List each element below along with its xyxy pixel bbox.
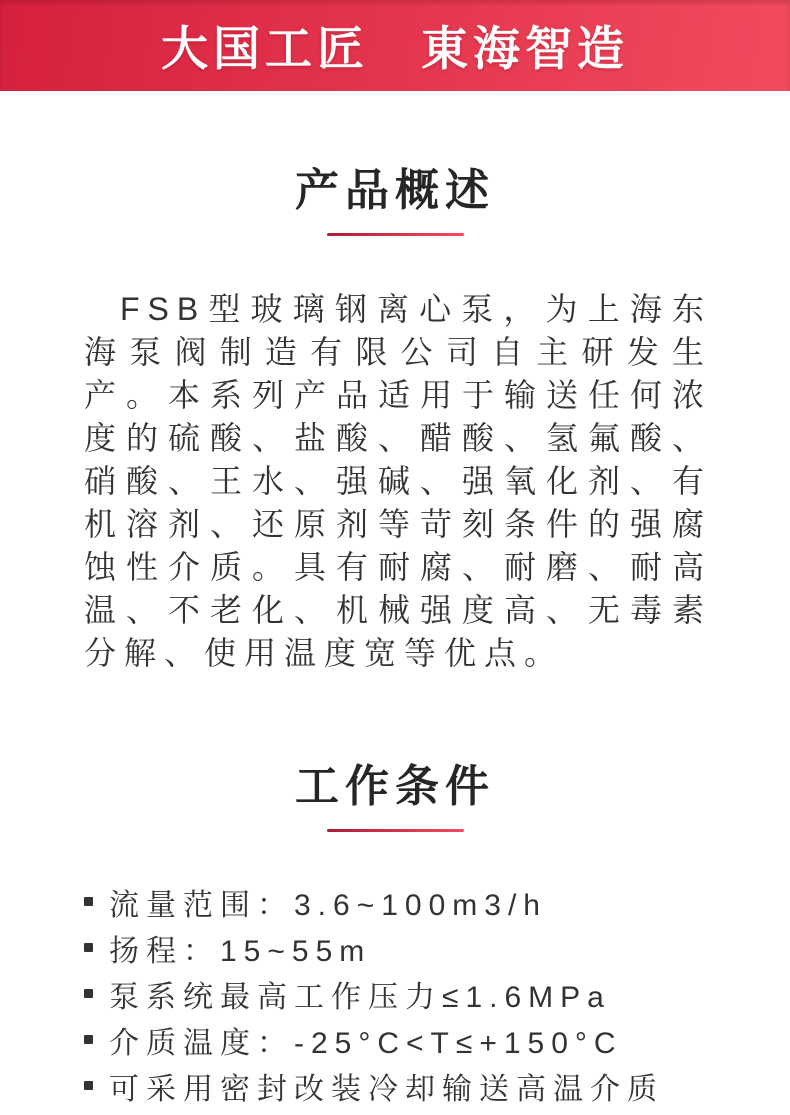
overview-paragraph: FSB型玻璃钢离心泵，为上海东海泵阀制造有限公司自主研发生产。本系列产品适用于输送任何浓度的硫酸、盐酸、醋酸、氢氟酸、硝酸、王水、强碱、强氧化剂、有机溶剂、还原剂等苛刻条件的强腐蚀性介质。具有耐腐、耐磨、耐高温、不老化、机械强度高、无毒素分解、使用温度宽等优点。: [84, 290, 712, 671]
square-bullet-icon: [84, 1035, 93, 1044]
list-item: [84, 925, 750, 971]
condition-text-max-pressure: 泵系统最高工作压力≤1.6MPa: [109, 980, 611, 1014]
overview-title: 产品概述: [295, 166, 495, 215]
conditions-title: 工作条件: [295, 761, 495, 811]
conditions-list: [84, 879, 750, 1109]
list-item: [84, 971, 750, 1017]
conditions-header: [0, 761, 790, 832]
conditions-title-underline: [327, 829, 464, 832]
square-bullet-icon: [84, 1081, 93, 1090]
square-bullet-icon: [84, 989, 93, 998]
condition-text-medium-temperature: 介质温度：-25°C<T≤+150°C: [109, 1026, 623, 1060]
list-item: [84, 1017, 750, 1063]
banner-slogan: 大国工匠 東海智造: [161, 22, 629, 75]
condition-text-seal-cooling: 可采用密封改装冷却输送高温介质: [109, 1072, 664, 1106]
condition-text-flow-range: 流量范围：3.6~100m3/h: [109, 888, 547, 922]
square-bullet-icon: [84, 897, 93, 906]
list-item: [84, 1063, 750, 1109]
overview-title-underline: [327, 233, 464, 236]
overview-header: [0, 165, 790, 236]
section-working-conditions: [0, 761, 790, 1109]
section-product-overview: [0, 165, 790, 675]
list-item: [84, 879, 750, 925]
header-banner: [0, 0, 790, 91]
condition-text-head: 扬程：15~55m: [109, 934, 372, 968]
square-bullet-icon: [84, 943, 93, 952]
